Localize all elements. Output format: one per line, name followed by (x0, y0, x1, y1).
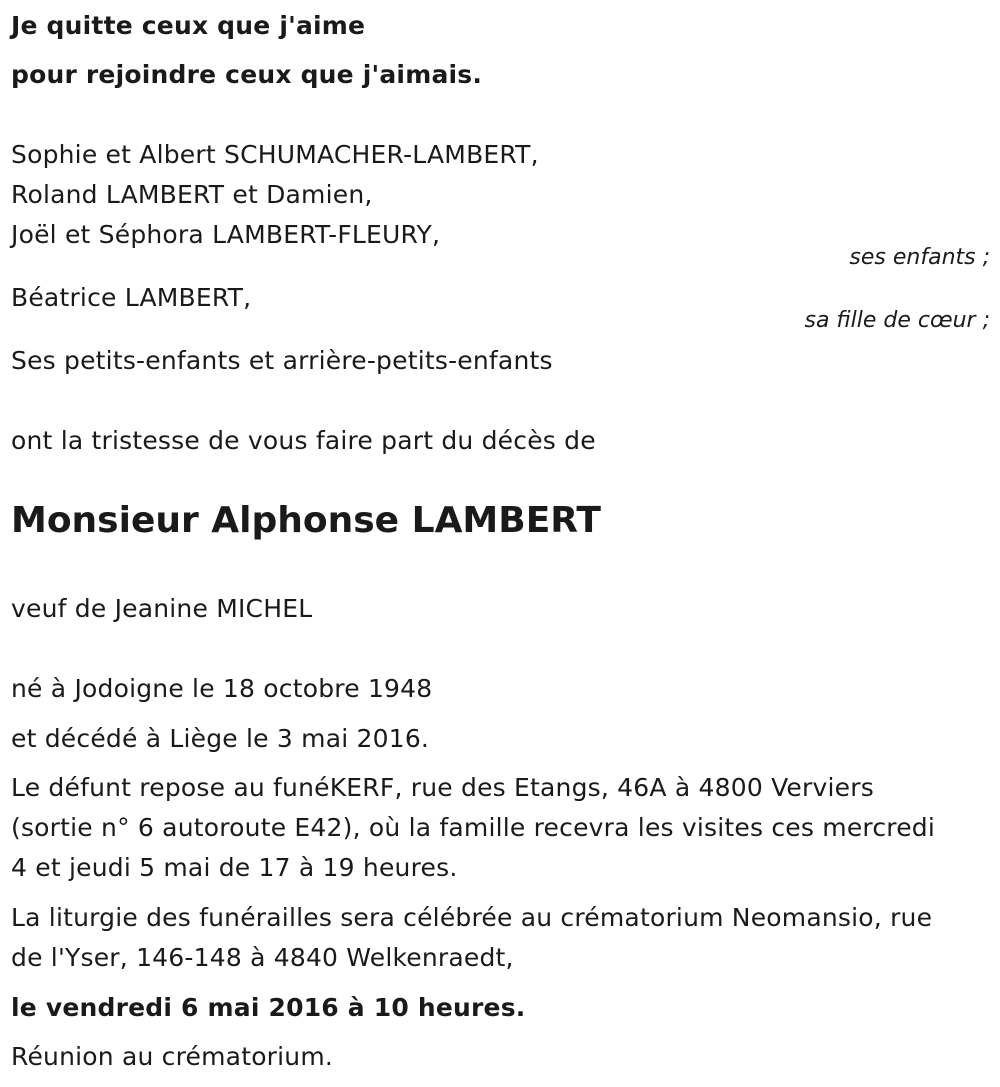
grandchildren: Ses petits-enfants et arrière-petits-enfants (11, 346, 553, 375)
visitation-line-2: (sortie n° 6 autoroute E42), où la famille recevra les visites ces mercredi (11, 813, 935, 842)
heart-daughter-role: sa fille de cœur ; (804, 308, 990, 333)
birth-line: né à Jodoigne le 18 octobre 1948 (11, 674, 433, 703)
children-role: ses enfants ; (849, 245, 990, 270)
deceased-name: Monsieur Alphonse LAMBERT (11, 500, 601, 541)
widower-line: veuf de Jeanine MICHEL (11, 594, 313, 623)
meeting-line: Réunion au crématorium. (11, 1042, 334, 1071)
announcement: ont la tristesse de vous faire part du décès de (11, 426, 596, 455)
funeral-datetime: le vendredi 6 mai 2016 à 10 heures. (11, 993, 526, 1022)
child-line-1: Sophie et Albert SCHUMACHER-LAMBERT, (11, 140, 539, 169)
visitation-line-1: Le défunt repose au funéKERF, rue des Etangs, 46A à 4800 Verviers (11, 773, 874, 802)
child-line-3: Joël et Séphora LAMBERT-FLEURY, (11, 220, 441, 249)
funeral-line-1: La liturgie des funérailles sera célébrée au crématorium Neomansio, rue (11, 903, 933, 932)
epitaph-line-2: pour rejoindre ceux que j'aimais. (11, 60, 483, 89)
child-line-2: Roland LAMBERT et Damien, (11, 180, 373, 209)
visitation-line-3: 4 et jeudi 5 mai de 17 à 19 heures. (11, 853, 458, 882)
funeral-line-2: de l'Yser, 146-148 à 4840 Welkenraedt, (11, 943, 514, 972)
epitaph-line-1: Je quitte ceux que j'aime (11, 11, 366, 40)
heart-daughter: Béatrice LAMBERT, (11, 283, 252, 312)
death-line: et décédé à Liège le 3 mai 2016. (11, 724, 430, 753)
